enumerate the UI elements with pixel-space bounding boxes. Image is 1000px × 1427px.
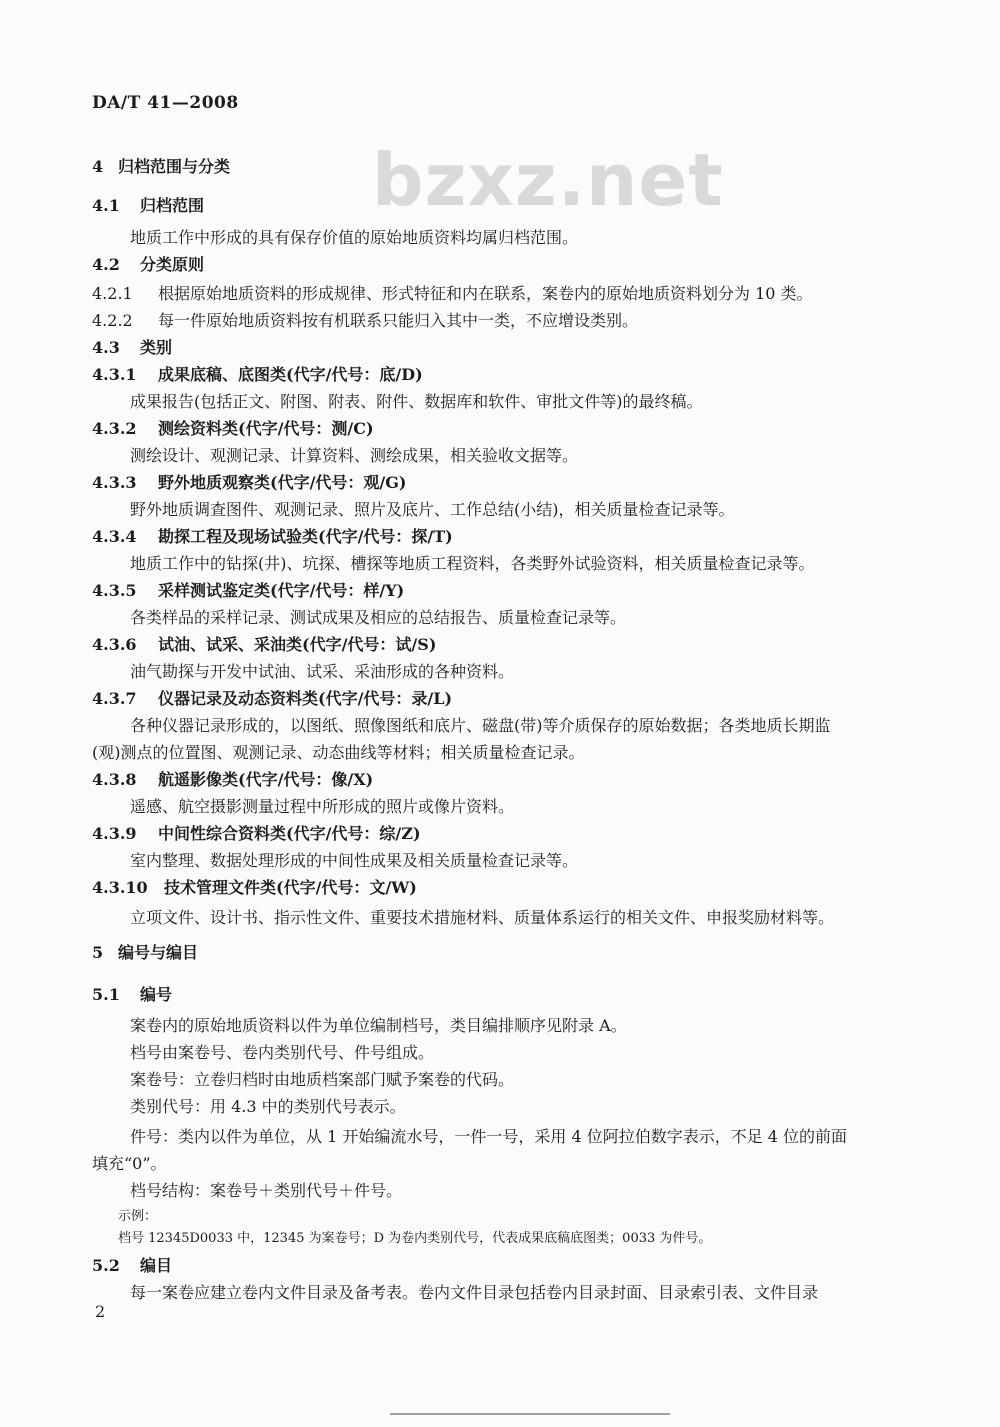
example-text: 档号 12345D0033 中，12345 为案卷号；D 为卷内类别代号，代表成果底稿底图类；0033 为件号。 bbox=[118, 1231, 712, 1246]
standard-code-header: DA/T 41—2008 bbox=[92, 93, 239, 113]
section-number: 4 bbox=[92, 157, 104, 176]
section-number: 4.3.8 bbox=[92, 770, 137, 789]
section-text: 分类原则 bbox=[140, 255, 205, 274]
scan-artifact-line bbox=[390, 1413, 670, 1415]
section-number: 5.2 bbox=[92, 1256, 120, 1275]
section-text: 测绘资料类(代字/代号：测/C) bbox=[158, 419, 374, 438]
paragraph-line: 每一案卷应建立卷内文件目录及备考表。卷内文件目录包括卷内目录封面、目录索引表、文件目录 bbox=[130, 1283, 819, 1302]
section-number: 4.2 bbox=[92, 255, 120, 274]
section-number: 4.3.3 bbox=[92, 473, 137, 492]
paragraph-line: 室内整理、数据处理形成的中间性成果及相关质量检查记录等。 bbox=[130, 851, 579, 870]
section-text: 类别 bbox=[140, 338, 173, 357]
section-number: 4.3.1 bbox=[92, 365, 137, 384]
paragraph-line: 油气勘探与开发中试油、试采、采油形成的各种资料。 bbox=[130, 662, 515, 681]
paragraph-line: 野外地质调查图件、观测记录、照片及底片、工作总结(小结)，相关质量检查记录等。 bbox=[130, 500, 735, 519]
section-text: 编号 bbox=[140, 985, 173, 1004]
section-number: 4.3.5 bbox=[92, 581, 137, 600]
section-number: 4.2.2 bbox=[92, 311, 133, 330]
paragraph-line: (观)测点的位置图、观测记录、动态曲线等材料；相关质量检查记录。 bbox=[92, 743, 585, 762]
section-text: 每一件原始地质资料按有机联系只能归入其中一类，不应增设类别。 bbox=[158, 311, 639, 330]
section-text: 编号与编目 bbox=[118, 943, 199, 962]
paragraph-line: 档号结构：案卷号＋类别代号＋件号。 bbox=[130, 1181, 403, 1200]
paragraph-line: 地质工作中形成的具有保存价值的原始地质资料均属归档范围。 bbox=[130, 228, 579, 247]
paragraph-line: 各类样品的采样记录、测试成果及相应的总结报告、质量检查记录等。 bbox=[130, 608, 627, 627]
section-number: 4.3.10 bbox=[92, 878, 148, 897]
paragraph-line: 类别代号：用 4.3 中的类别代号表示。 bbox=[130, 1097, 406, 1116]
paragraph-line: 立项文件、设计书、指示性文件、重要技术措施材料、质量体系运行的相关文件、申报奖励材料等。 bbox=[130, 908, 835, 927]
section-text: 勘探工程及现场试验类(代字/代号：探/T) bbox=[158, 527, 453, 546]
section-text: 成果底稿、底图类(代字/代号：底/D) bbox=[158, 365, 423, 384]
paragraph-line: 遥感、航空摄影测量过程中所形成的照片或像片资料。 bbox=[130, 797, 515, 816]
paragraph-line: 测绘设计、观测记录、计算资料、测绘成果，相关验收文据等。 bbox=[130, 446, 579, 465]
section-number: 5.1 bbox=[92, 985, 120, 1004]
section-text: 编目 bbox=[140, 1256, 173, 1275]
paragraph-line: 成果报告(包括正文、附图、附表、附件、数据库和软件、审批文件等)的最终稿。 bbox=[130, 392, 703, 411]
section-text: 仪器记录及动态资料类(代字/代号：录/L) bbox=[158, 689, 453, 708]
section-number: 4.3 bbox=[92, 338, 120, 357]
section-number: 4.3.6 bbox=[92, 635, 137, 654]
section-text: 技术管理文件类(代字/代号：文/W) bbox=[164, 878, 417, 897]
page-number: 2 bbox=[95, 1302, 106, 1321]
section-text: 归档范围与分类 bbox=[118, 157, 231, 176]
section-number: 4.3.7 bbox=[92, 689, 137, 708]
section-number: 4.1 bbox=[92, 196, 120, 215]
section-number: 4.3.9 bbox=[92, 824, 137, 843]
paragraph-line: 案卷内的原始地质资料以件为单位编制档号，类目编排顺序见附录 A。 bbox=[130, 1016, 627, 1035]
section-number: 4.3.2 bbox=[92, 419, 137, 438]
watermark: bzxz.net bbox=[372, 138, 724, 222]
paragraph-line: 件号：类内以件为单位，从 1 开始编流水号，一件一号，采用 4 位阿拉伯数字表示，不足 4 位的前面 bbox=[130, 1127, 848, 1146]
section-text: 根据原始地质资料的形成规律、形式特征和内在联系，案卷内的原始地质资料划分为 10 类。 bbox=[158, 284, 813, 303]
paragraph-line: 各种仪器记录形成的，以图纸、照像图纸和底片、磁盘(带)等介质保存的原始数据；各类地质长期监 bbox=[130, 716, 831, 735]
section-text: 野外地质观察类(代字/代号：观/G) bbox=[158, 473, 407, 492]
section-text: 归档范围 bbox=[140, 196, 205, 215]
section-text: 采样测试鉴定类(代字/代号：样/Y) bbox=[158, 581, 405, 600]
section-number: 5 bbox=[92, 943, 104, 962]
paragraph-line: 填充“0”。 bbox=[92, 1154, 167, 1173]
paragraph-line: 地质工作中的钻探(井)、坑探、槽探等地质工程资料，各类野外试验资料，相关质量检查记录等。 bbox=[130, 554, 815, 573]
section-number: 4.2.1 bbox=[92, 284, 133, 303]
section-text: 试油、试采、采油类(代字/代号：试/S) bbox=[158, 635, 437, 654]
section-number: 4.3.4 bbox=[92, 527, 137, 546]
section-text: 中间性综合资料类(代字/代号：综/Z) bbox=[158, 824, 421, 843]
paragraph-line: 档号由案卷号、卷内类别代号、件号组成。 bbox=[130, 1043, 435, 1062]
example-text: 示例： bbox=[118, 1209, 158, 1224]
section-text: 航遥影像类(代字/代号：像/X) bbox=[158, 770, 374, 789]
paragraph-line: 案卷号：立卷归档时由地质档案部门赋予案卷的代码。 bbox=[130, 1070, 515, 1089]
